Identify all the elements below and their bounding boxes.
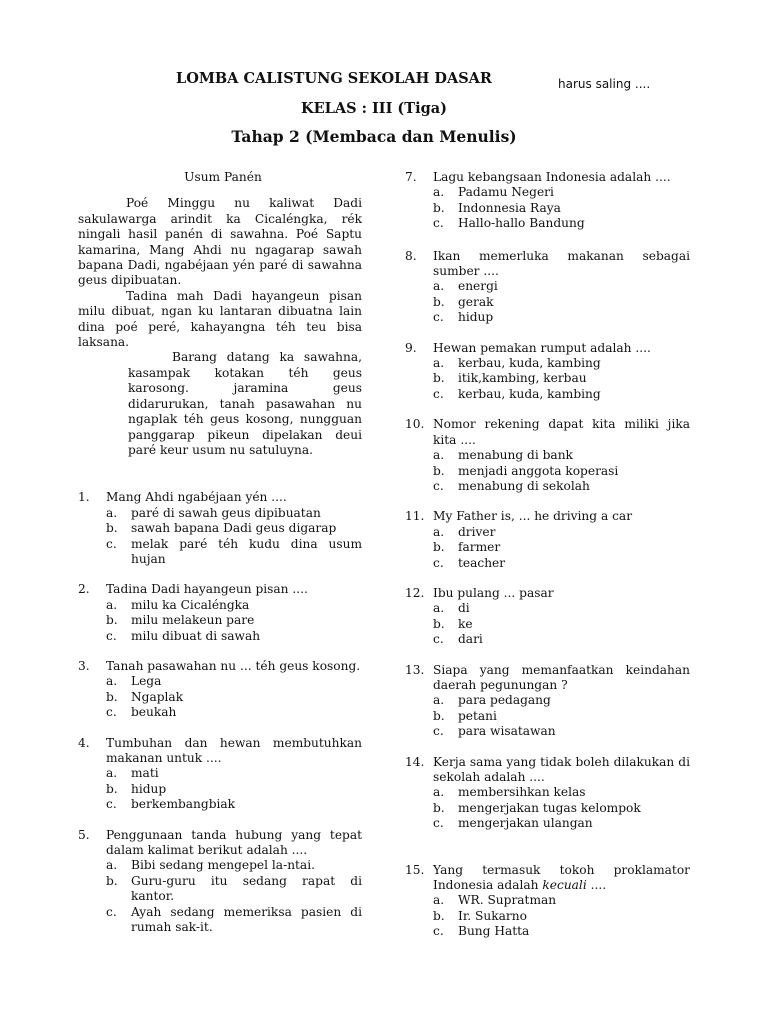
option-letter: c. <box>106 904 117 919</box>
option-letter: b. <box>433 294 445 309</box>
stage-title: Tahap 2 (Membaca dan Menulis) <box>231 127 517 146</box>
option-text: menabung di bank <box>458 448 573 463</box>
option-letter: c. <box>433 555 444 570</box>
answer-option[interactable] <box>405 356 690 371</box>
option-text: teacher <box>458 555 506 570</box>
option-letter: c. <box>106 536 117 551</box>
option-text: menjadi anggota koperasi <box>458 463 619 478</box>
answer-option[interactable] <box>405 185 690 200</box>
option-text: Ir. Sukarno <box>458 908 527 923</box>
story-paragraph: Poé Minggu nu kaliwat Dadi sakulawarga arindit ka Cicaléngka, rék ningali hasil panén di sawahna. Poé Saptu kamarina, Mang Ahdi nu ngagarap sawah bapana Dadi, ngabéjaan yén paré di sawahna geus dipibuatan. <box>78 196 362 288</box>
answer-option[interactable] <box>78 905 362 936</box>
question-13 <box>405 663 690 740</box>
question-number: 15. <box>405 862 425 877</box>
option-letter: a. <box>433 601 445 616</box>
option-text: beukah <box>131 705 177 720</box>
option-text: WR. Supratman <box>458 893 557 908</box>
option-text: Ayah sedang memeriksa pasien di rumah sak-it. <box>131 904 362 935</box>
question-number: 1. <box>78 490 90 505</box>
answer-option[interactable] <box>78 690 362 705</box>
answer-option[interactable] <box>78 858 362 873</box>
option-letter: a. <box>106 597 118 612</box>
answer-option[interactable] <box>405 785 690 800</box>
question-text: Tumbuhan dan hewan membutuhkan makanan untuk .... <box>106 735 362 765</box>
answer-option[interactable] <box>405 816 690 831</box>
answer-option[interactable] <box>78 766 362 781</box>
option-letter: b. <box>106 521 118 536</box>
option-text: mengerjakan ulangan <box>458 816 593 831</box>
option-letter: b. <box>106 613 118 628</box>
option-text: gerak <box>458 294 494 309</box>
option-letter: a. <box>433 524 445 539</box>
answer-option[interactable] <box>78 537 362 568</box>
answer-option[interactable] <box>78 797 362 812</box>
question-text: Tanah pasawahan nu ... téh geus kosong. <box>106 658 361 673</box>
option-letter: c. <box>433 724 444 739</box>
option-text: Indonnesia Raya <box>458 200 561 215</box>
answer-option[interactable] <box>405 632 690 647</box>
option-letter: a. <box>433 448 445 463</box>
question-text: Ibu pulang ... pasar <box>433 585 554 600</box>
option-text: paré di sawah geus dipibuatan <box>131 505 321 520</box>
question-8 <box>405 249 690 326</box>
answer-option[interactable] <box>405 924 690 939</box>
option-text: petani <box>458 708 497 723</box>
question-number: 8. <box>405 248 417 263</box>
question-1 <box>78 490 362 567</box>
answer-option[interactable] <box>405 556 690 571</box>
option-text: para pedagang <box>458 693 551 708</box>
answer-option[interactable] <box>405 709 690 724</box>
option-letter: a. <box>106 674 118 689</box>
option-text: Bibi sedang mengepel la-ntai. <box>131 858 315 873</box>
question-15 <box>405 863 690 940</box>
question-text: Siapa yang memanfaatkan keindahan daerah pegunungan ? <box>433 662 690 692</box>
option-text: ke <box>458 616 473 631</box>
question-text: Penggunaan tanda hubung yang tepat dalam kalimat berikut adalah .... <box>106 827 362 858</box>
option-text: sawah bapana Dadi geus digarap <box>131 521 337 536</box>
option-text: Guru-guru itu sedang rapat di kantor. <box>131 873 362 904</box>
option-text: para wisatawan <box>458 724 556 739</box>
answer-option[interactable] <box>78 874 362 905</box>
question-text-part: .... <box>586 878 607 893</box>
option-letter: a. <box>433 356 445 371</box>
answer-option[interactable] <box>78 506 362 521</box>
answer-option[interactable] <box>405 601 690 616</box>
question-11 <box>405 509 690 571</box>
option-text: farmer <box>458 540 501 555</box>
option-text: di <box>458 601 470 616</box>
question-text: Lagu kebangsaan Indonesia adalah .... <box>433 170 671 184</box>
option-text: hidup <box>131 781 167 796</box>
answer-option[interactable] <box>405 617 690 632</box>
question-4 <box>78 736 362 813</box>
answer-option[interactable] <box>405 279 690 294</box>
option-text: membersihkan kelas <box>458 785 586 800</box>
answer-option[interactable] <box>405 464 690 479</box>
question-number: 10. <box>405 417 425 432</box>
option-letter: b. <box>433 908 445 923</box>
option-letter: b. <box>433 540 445 555</box>
answer-option[interactable] <box>405 295 690 310</box>
option-letter: c. <box>106 797 117 812</box>
question-text-part: Yang termasuk tokoh proklamator Indonesia adalah <box>433 862 690 893</box>
answer-option[interactable] <box>78 521 362 536</box>
question-5 <box>78 828 362 936</box>
question-number: 9. <box>405 340 417 355</box>
answer-option[interactable] <box>78 705 362 720</box>
answer-option[interactable] <box>405 201 690 216</box>
option-text: kerbau, kuda, kambing <box>458 386 601 401</box>
answer-option[interactable] <box>78 674 362 689</box>
option-letter: c. <box>433 216 444 231</box>
question-number: 2. <box>78 582 90 597</box>
option-text: milu ka Cicaléngka <box>131 597 250 612</box>
option-letter: c. <box>433 478 444 493</box>
question-text-emphasis: kecuali <box>542 878 587 893</box>
question-text: Nomor rekening dapat kita miliki jika kita .... <box>433 417 690 447</box>
option-text: Bung Hatta <box>458 924 530 939</box>
option-letter: a. <box>433 279 445 294</box>
option-letter: a. <box>106 505 118 520</box>
option-text: mengerjakan tugas kelompok <box>458 800 641 815</box>
option-letter: b. <box>106 781 118 796</box>
option-letter: a. <box>433 185 445 200</box>
right-column <box>405 170 690 940</box>
option-letter: c. <box>106 628 117 643</box>
answer-option[interactable] <box>78 782 362 797</box>
question-text <box>433 863 690 894</box>
option-letter: c. <box>433 924 444 939</box>
question-number: 13. <box>405 662 425 677</box>
answer-option[interactable] <box>405 540 690 555</box>
option-letter: b. <box>433 463 445 478</box>
option-text: mati <box>131 766 159 781</box>
question-text: Ikan memerluka makanan sebagai sumber .... <box>433 248 690 279</box>
question-number: 7. <box>405 170 417 184</box>
option-letter: a. <box>106 766 118 781</box>
story-paragraph: Barang datang ka sawahna, kasampak kotakan téh geus karosong. jaramina geus didarurukan, tanah pasawahan nu ngaplak téh geus kosong, nungguan panggarap pikeun dipelakan deui paré keur usum nu satuluyna. <box>128 350 362 457</box>
question-10 <box>405 417 690 494</box>
question-text: Tadina Dadi hayangeun pisan .... <box>106 582 308 597</box>
question-7 <box>405 170 690 232</box>
option-letter: c. <box>433 310 444 325</box>
option-text: melak paré téh kudu dina usum hujan <box>131 536 362 566</box>
answer-option[interactable] <box>405 693 690 708</box>
option-letter: a. <box>433 693 445 708</box>
answer-option[interactable] <box>405 909 690 924</box>
question-9 <box>405 341 690 403</box>
option-letter: c. <box>433 816 444 831</box>
left-column <box>78 170 362 935</box>
option-text: dari <box>458 632 483 647</box>
answer-option[interactable] <box>405 801 690 816</box>
question-text: My Father is, ... he driving a car <box>433 509 633 524</box>
question-number: 4. <box>78 735 90 750</box>
answer-option[interactable] <box>405 448 690 463</box>
answer-option[interactable] <box>405 387 690 402</box>
question-number: 14. <box>405 754 425 769</box>
answer-option[interactable] <box>405 310 690 325</box>
option-text: Ngaplak <box>131 689 184 704</box>
option-text: Hallo-hallo Bandung <box>458 216 585 231</box>
question-text: Kerja sama yang tidak boleh dilakukan di sekolah adalah .... <box>433 754 690 784</box>
option-text: menabung di sekolah <box>458 478 590 493</box>
page-title: LOMBA CALISTUNG SEKOLAH DASAR <box>176 70 492 87</box>
question-text: Hewan pemakan rumput adalah .... <box>433 340 651 355</box>
cut-off-text-fragment: harus saling .... <box>558 77 651 91</box>
question-12 <box>405 586 690 648</box>
answer-option[interactable] <box>78 613 362 628</box>
option-text: berkembangbiak <box>131 797 236 812</box>
question-3 <box>78 659 362 721</box>
question-number: 3. <box>78 658 90 673</box>
question-14 <box>405 755 690 832</box>
question-text: Mang Ahdi ngabéjaan yén .... <box>106 490 287 505</box>
answer-option[interactable] <box>78 598 362 613</box>
answer-option[interactable] <box>405 893 690 908</box>
question-number: 11. <box>405 509 425 524</box>
answer-option[interactable] <box>405 371 690 386</box>
option-letter: b. <box>433 200 445 215</box>
answer-option[interactable] <box>78 629 362 644</box>
story-paragraph: Tadina mah Dadi hayangeun pisan milu dibuat, ngan ku lantaran dibuatna lain dina poé peré, kahayangna téh teu bisa laksana. <box>78 288 362 350</box>
option-letter: b. <box>433 616 445 631</box>
option-letter: a. <box>106 858 118 873</box>
answer-option[interactable] <box>405 525 690 540</box>
option-letter: b. <box>433 371 445 386</box>
class-title: KELAS : III (Tiga) <box>301 100 447 117</box>
question-number: 5. <box>78 827 90 842</box>
option-letter: c. <box>106 705 117 720</box>
answer-option[interactable] <box>405 724 690 739</box>
option-letter: a. <box>433 785 445 800</box>
question-2 <box>78 582 362 644</box>
option-text: driver <box>458 524 496 539</box>
option-text: Padamu Negeri <box>458 185 554 200</box>
option-letter: b. <box>106 873 118 888</box>
option-text: hidup <box>458 310 494 325</box>
option-text: kerbau, kuda, kambing <box>458 356 601 371</box>
option-letter: b. <box>433 800 445 815</box>
answer-option[interactable] <box>405 216 690 231</box>
answer-option[interactable] <box>405 479 690 494</box>
option-letter: c. <box>433 386 444 401</box>
option-letter: c. <box>433 632 444 647</box>
option-text: Lega <box>131 674 162 689</box>
option-text: energi <box>458 279 498 294</box>
option-text: milu melakeun pare <box>131 613 255 628</box>
option-text: milu dibuat di sawah <box>131 628 261 643</box>
option-letter: b. <box>433 708 445 723</box>
option-letter: b. <box>106 689 118 704</box>
option-letter: a. <box>433 893 445 908</box>
story-title: Usum Panén <box>184 170 262 184</box>
option-text: itik,kambing, kerbau <box>458 371 587 386</box>
question-number: 12. <box>405 585 425 600</box>
